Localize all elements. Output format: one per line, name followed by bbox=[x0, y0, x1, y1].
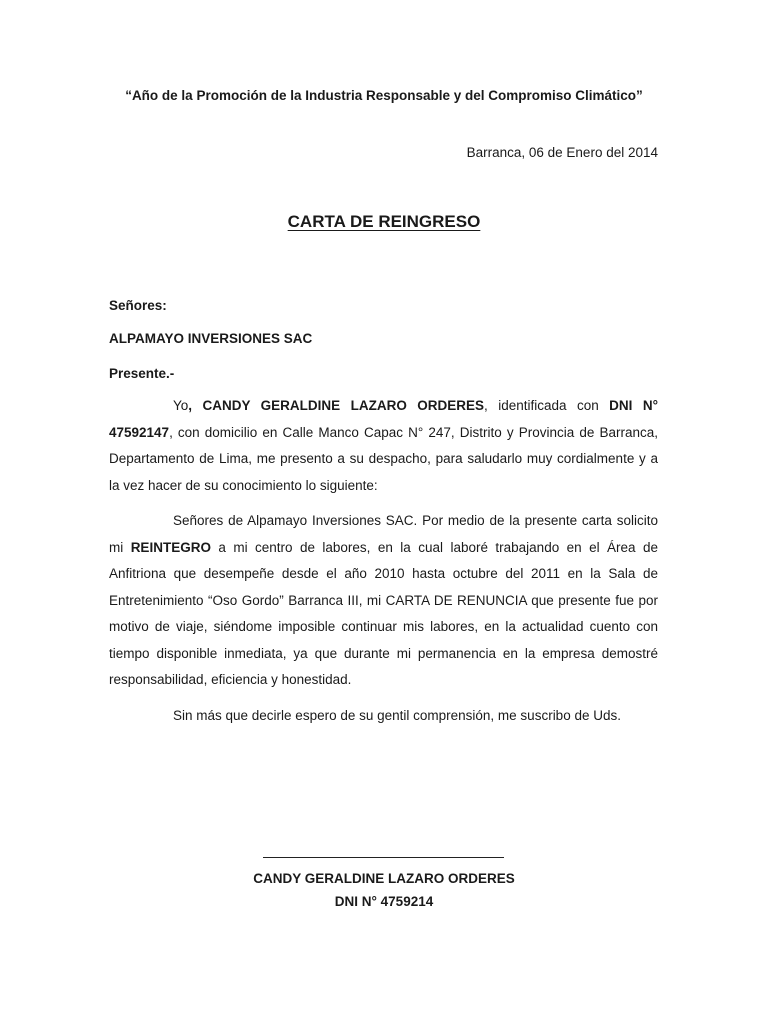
p1-identified: , identificada con bbox=[484, 398, 610, 413]
p1-dni: DNI N° 47592147 bbox=[109, 398, 658, 440]
recipient-company: ALPAMAYO INVERSIONES SAC bbox=[109, 331, 313, 346]
p1-applicant-name: , CANDY GERALDINE LAZARO ORDERES bbox=[188, 398, 485, 413]
p1-yo: Yo bbox=[173, 398, 189, 413]
year-motto: “Año de la Promoción de la Industria Responsable y del Compromiso Climático” bbox=[125, 88, 643, 103]
presente-line: Presente.- bbox=[109, 366, 175, 381]
p1-address: , con domicilio en Calle Manco Capac N° 247, Distrito y Provincia de Barranca, Departamento de Lima, me presento a su despacho, para saludarlo muy cordialmente y a la vez hacer de su conocimiento lo siguiente: bbox=[109, 424, 658, 493]
p2-intro: Señores de Alpamayo Inversiones SAC. Por medio de la presente carta solicito mi bbox=[109, 513, 658, 555]
letter-title: CARTA DE REINGRESO bbox=[287, 212, 481, 231]
signature-line bbox=[263, 857, 504, 858]
letter-date: Barranca, 06 de Enero del 2014 bbox=[466, 145, 658, 160]
greeting: Señores: bbox=[109, 298, 167, 313]
signature-name: CANDY GERALDINE LAZARO ORDERES bbox=[253, 871, 515, 886]
paragraph-closing bbox=[109, 703, 658, 730]
p2-details: a mi centro de labores, en la cual laboré trabajando en el Área de Anfitriona que desempeñe desde el año 2010 hasta octubre del 2011 en la Sala de Entretenimiento “Oso Gordo” Barranca III, mi CARTA DE RENUNCIA que presente fue por motivo de viaje, siéndome imposible continuar mis labores, en la actualidad cuento con tiempo disponible inmediata, ya que durante mi permanencia en la empresa demostré responsabilidad, eficiencia y honestidad. bbox=[109, 539, 658, 687]
signature-dni: DNI N° 4759214 bbox=[334, 894, 434, 909]
paragraph-introduction bbox=[109, 393, 658, 499]
p2-reintegro: REINTEGRO bbox=[130, 539, 211, 555]
p3-text: Sin más que decirle espero de su gentil comprensión, me suscribo de Uds. bbox=[173, 708, 621, 723]
paragraph-request bbox=[109, 508, 658, 694]
